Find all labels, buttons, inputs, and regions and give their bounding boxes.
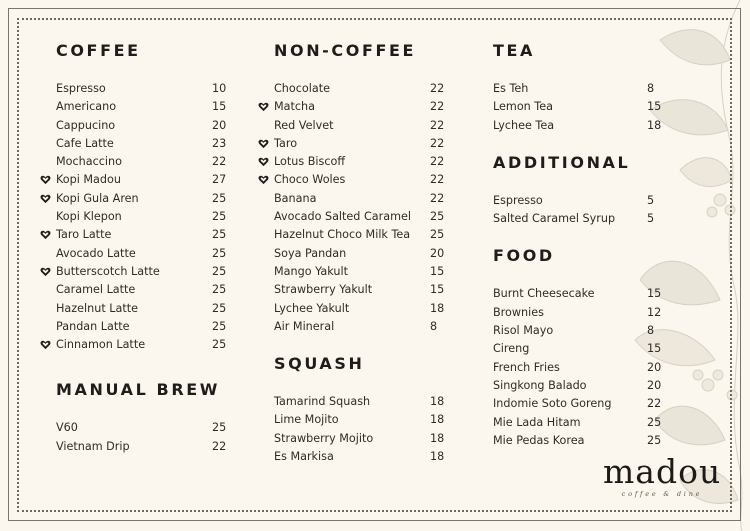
- menu-item: [56, 80, 228, 98]
- menu-item: [493, 192, 663, 210]
- item-name: Cafe Latte: [56, 136, 114, 150]
- item-price: 18: [430, 395, 445, 409]
- item-name: V60: [56, 421, 78, 435]
- item-name: Lychee Tea: [493, 118, 555, 132]
- item-name: Soya Pandan: [274, 246, 347, 260]
- item-price: 15: [430, 283, 445, 297]
- menu-item: [56, 226, 228, 244]
- section-title: ADDITIONAL: [493, 152, 631, 172]
- menu-column: [493, 40, 663, 450]
- menu-item: [56, 171, 228, 189]
- item-name: Caramel Latte: [56, 283, 136, 297]
- item-name: Es Markisa: [274, 450, 334, 464]
- item-price: 12: [647, 305, 662, 319]
- item-name: Kopi Gula Aren: [56, 191, 139, 205]
- brand-name: madou: [603, 452, 722, 491]
- item-name: Cappucino: [56, 118, 116, 132]
- menu-item: [493, 285, 663, 303]
- item-name: Es Teh: [493, 82, 529, 95]
- item-name: Vietnam Drip: [56, 439, 130, 453]
- menu-item: [56, 98, 228, 116]
- item-price: 22: [430, 155, 445, 169]
- item-price: 15: [647, 100, 662, 114]
- item-name: Avocado Salted Caramel: [274, 210, 411, 224]
- item-name: Singkong Balado: [493, 378, 587, 392]
- heart-icon: [258, 175, 269, 185]
- item-name: Taro: [274, 136, 298, 150]
- item-price: 25: [212, 246, 227, 260]
- heart-icon: [40, 175, 51, 185]
- menu-item: [56, 263, 228, 281]
- menu-item: [56, 117, 228, 135]
- menu-item: [274, 171, 446, 189]
- item-name: Air Mineral: [274, 319, 335, 333]
- item-price: 25: [430, 228, 445, 242]
- item-name: Brownies: [493, 305, 544, 319]
- menu-item: [274, 153, 446, 171]
- menu-item: [56, 135, 228, 153]
- item-price: 25: [212, 338, 227, 352]
- menu-section: [274, 40, 446, 336]
- menu-item: [56, 336, 228, 354]
- menu-item: [274, 245, 446, 263]
- heart-icon: [258, 102, 269, 112]
- section-title: NON-COFFEE: [274, 41, 417, 60]
- item-price: 15: [647, 287, 662, 301]
- item-price: 22: [430, 191, 445, 205]
- item-price: 18: [430, 431, 445, 445]
- item-name: Red Velvet: [274, 118, 334, 132]
- menu-item: [493, 304, 663, 322]
- item-name: Mie Lada Hitam: [493, 415, 581, 429]
- menu-item: [493, 414, 663, 432]
- item-price: 22: [430, 100, 445, 114]
- menu-item: [274, 226, 446, 244]
- item-name: Strawberry Mojito: [274, 431, 374, 445]
- item-price: 18: [430, 301, 445, 315]
- item-price: 25: [212, 264, 227, 278]
- item-name: Tamarind Squash: [274, 395, 371, 409]
- item-name: Lemon Tea: [493, 100, 553, 114]
- item-name: Cireng: [493, 342, 530, 356]
- heart-icon: [258, 139, 269, 149]
- heart-icon: [40, 194, 51, 204]
- item-price: 8: [647, 82, 655, 95]
- item-name: Indomie Soto Goreng: [493, 397, 612, 411]
- heart-icon: [40, 340, 51, 350]
- item-price: 22: [212, 439, 227, 453]
- menu-section: [56, 40, 228, 354]
- heart-icon: [258, 157, 269, 167]
- menu-item: [493, 377, 663, 395]
- item-price: 22: [212, 155, 227, 169]
- item-price: 25: [212, 283, 227, 297]
- menu-column: [56, 40, 228, 456]
- menu-section: [274, 353, 446, 466]
- item-price: 8: [430, 319, 438, 333]
- menu-item: [274, 281, 446, 299]
- menu-item: [493, 80, 663, 98]
- section-title: TEA: [493, 41, 536, 60]
- item-price: 27: [212, 173, 227, 187]
- item-price: 25: [212, 210, 227, 224]
- item-price: 22: [430, 136, 445, 150]
- item-price: 15: [212, 100, 227, 114]
- menu-item: [56, 438, 228, 456]
- item-name: Cinnamon Latte: [56, 338, 146, 352]
- item-price: 20: [430, 246, 445, 260]
- item-price: 22: [430, 118, 445, 132]
- item-name: Choco Woles: [274, 173, 346, 187]
- heart-icon: [40, 230, 51, 240]
- item-name: Hazelnut Latte: [56, 301, 138, 315]
- item-price: 18: [430, 450, 445, 464]
- item-name: Risol Mayo: [493, 324, 554, 338]
- menu-item: [274, 263, 446, 281]
- item-name: Lime Mojito: [274, 413, 339, 427]
- item-price: 10: [212, 82, 227, 95]
- menu-item: [274, 318, 446, 336]
- item-name: Kopi Madou: [56, 173, 121, 187]
- item-name: Avocado Latte: [56, 246, 136, 260]
- section-title: SQUASH: [274, 354, 365, 374]
- item-name: Matcha: [274, 100, 315, 114]
- menu-item: [493, 117, 663, 135]
- item-name: French Fries: [493, 360, 560, 374]
- section-title: FOOD: [493, 246, 555, 266]
- item-name: Lychee Yakult: [274, 301, 350, 315]
- menu-item: [493, 340, 663, 358]
- item-name: Pandan Latte: [56, 319, 130, 333]
- menu-item: [56, 318, 228, 336]
- item-price: 25: [212, 191, 227, 205]
- menu-item: [274, 80, 446, 98]
- menu-section: [493, 245, 663, 450]
- menu-item: [274, 300, 446, 318]
- item-name: Chocolate: [274, 82, 330, 95]
- menu-column: [274, 40, 446, 466]
- item-price: 25: [212, 319, 227, 333]
- item-name: Espresso: [56, 82, 106, 95]
- heart-icon: [40, 267, 51, 277]
- item-name: Hazelnut Choco Milk Tea: [274, 228, 411, 242]
- menu-item: [274, 117, 446, 135]
- menu-item: [274, 393, 446, 411]
- item-name: Mie Pedas Korea: [493, 433, 585, 447]
- item-price: 25: [647, 433, 662, 447]
- menu-item: [493, 98, 663, 116]
- item-name: Banana: [274, 191, 317, 205]
- item-price: 5: [647, 193, 655, 207]
- menu-item: [56, 208, 228, 226]
- brand-logo: [603, 452, 722, 498]
- item-name: Kopi Klepon: [56, 210, 122, 224]
- menu-item: [56, 153, 228, 171]
- item-name: Espresso: [493, 193, 543, 207]
- item-price: 18: [430, 413, 445, 427]
- item-name: Butterscotch Latte: [56, 264, 160, 278]
- menu-item: [493, 432, 663, 450]
- menu-item: [274, 411, 446, 429]
- item-name: Lotus Biscoff: [274, 155, 346, 169]
- menu-item: [274, 190, 446, 208]
- section-title: COFFEE: [56, 41, 141, 60]
- item-price: 25: [647, 415, 662, 429]
- item-price: 25: [430, 210, 445, 224]
- menu-item: [56, 245, 228, 263]
- brand-tagline: coffee & dine: [621, 490, 703, 498]
- item-price: 23: [212, 136, 227, 150]
- menu-item: [274, 135, 446, 153]
- section-title: MANUAL BREW: [56, 380, 221, 400]
- menu-item: [493, 322, 663, 340]
- item-price: 20: [647, 360, 662, 374]
- item-price: 22: [430, 82, 445, 95]
- menu-item: [274, 430, 446, 448]
- item-price: 25: [212, 228, 227, 242]
- item-price: 25: [212, 421, 227, 435]
- item-name: Taro Latte: [56, 228, 112, 242]
- item-price: 22: [430, 173, 445, 187]
- item-price: 20: [212, 118, 227, 132]
- item-price: 15: [430, 264, 445, 278]
- menu-item: [493, 210, 663, 228]
- menu-section: [493, 152, 663, 229]
- item-price: 25: [212, 301, 227, 315]
- menu-item: [274, 208, 446, 226]
- item-price: 22: [647, 397, 662, 411]
- item-price: 18: [647, 118, 662, 132]
- menu-section: [56, 379, 228, 456]
- menu-item: [56, 419, 228, 437]
- item-name: Salted Caramel Syrup: [493, 212, 616, 226]
- item-price: 20: [647, 378, 662, 392]
- item-price: 8: [647, 324, 655, 338]
- item-name: Mochaccino: [56, 155, 122, 169]
- menu-item: [274, 98, 446, 116]
- item-name: Strawberry Yakult: [274, 283, 373, 297]
- menu-item: [56, 281, 228, 299]
- menu-item: [56, 190, 228, 208]
- menu-item: [56, 300, 228, 318]
- item-name: Mango Yakult: [274, 264, 348, 278]
- menu-item: [274, 448, 446, 466]
- item-name: Burnt Cheesecake: [493, 287, 595, 301]
- menu-item: [493, 395, 663, 413]
- menu-section: [493, 40, 663, 135]
- menu-item: [493, 359, 663, 377]
- item-price: 15: [647, 342, 662, 356]
- item-price: 5: [647, 212, 655, 226]
- item-name: Americano: [56, 100, 117, 114]
